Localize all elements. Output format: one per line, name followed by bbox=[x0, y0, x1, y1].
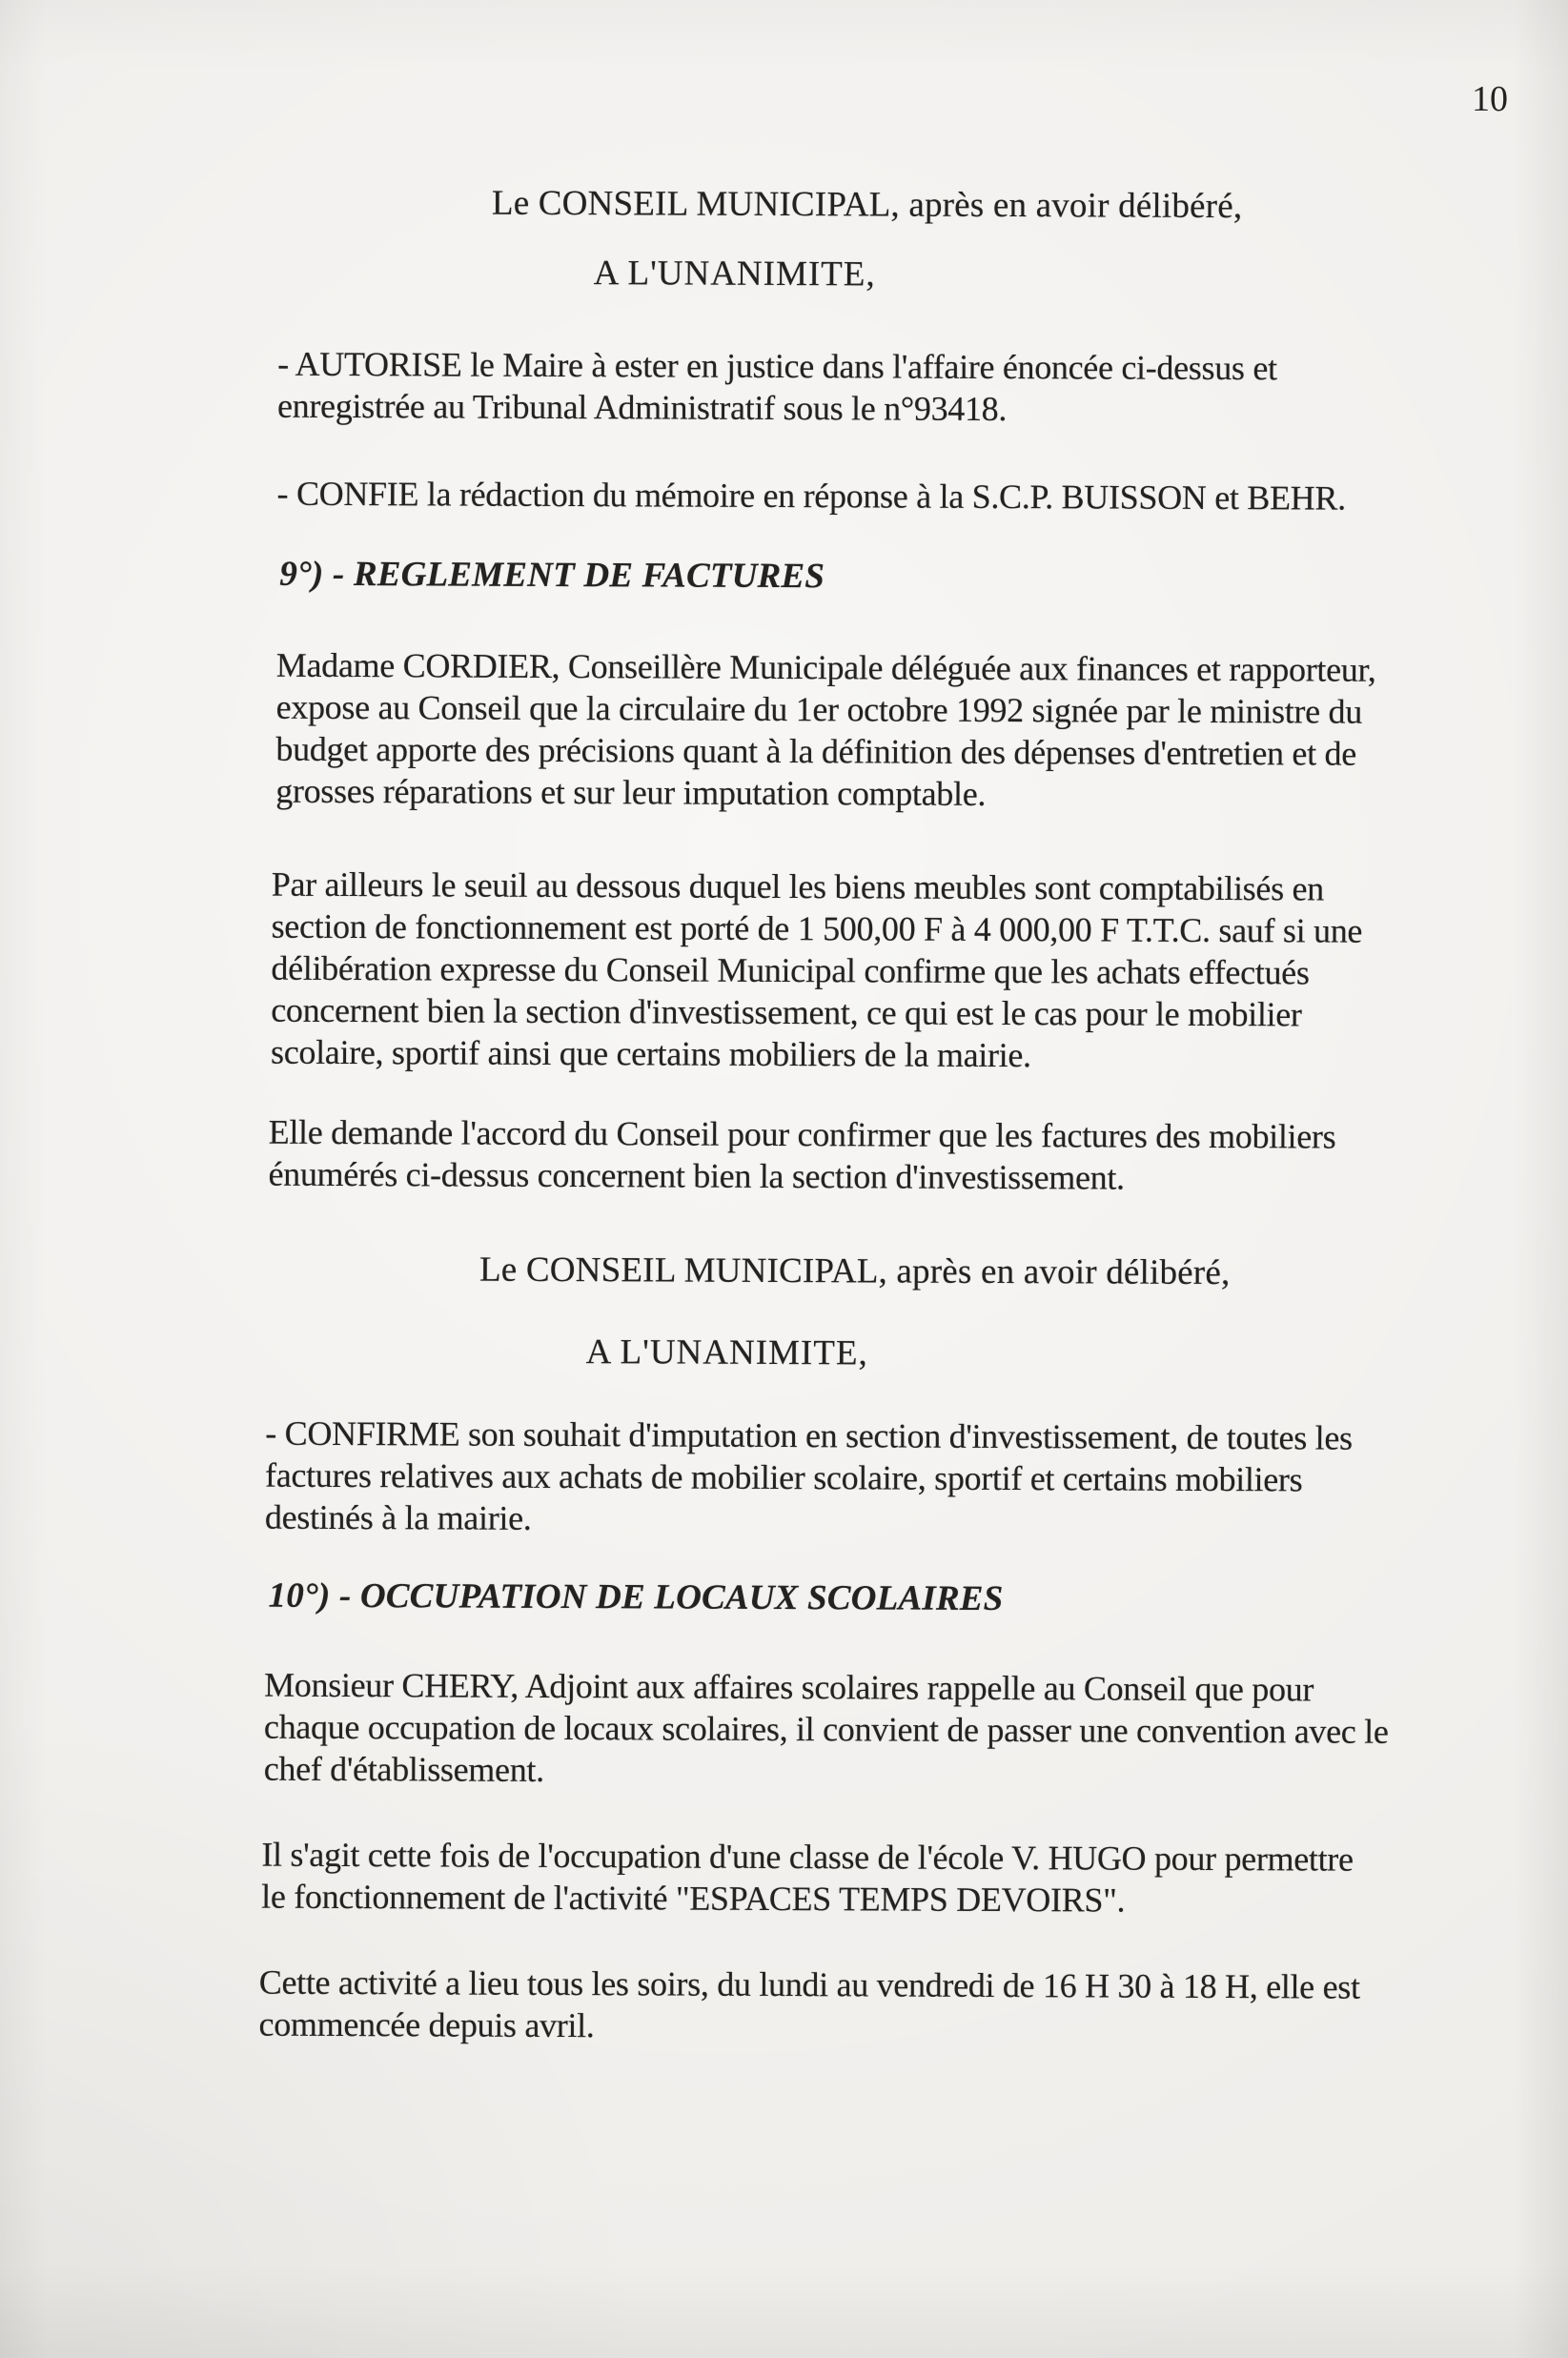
paragraph-line: section de fonctionnement est porté de 1 500,00 F à 4 000,00 F T.T.C. sauf si une bbox=[271, 906, 1363, 950]
paragraph-line: commencée depuis avril. bbox=[258, 2004, 595, 2045]
confirme-paragraph bbox=[265, 1413, 1353, 1543]
section-10-paragraph-2 bbox=[261, 1834, 1354, 1922]
paragraph-line: Il s'agit cette fois de l'occupation d'une classe de l'école V. HUGO pour permettre bbox=[261, 1835, 1354, 1879]
paragraph-line: - CONFIRME son souhait d'imputation en section d'investissement, de toutes les bbox=[265, 1413, 1353, 1457]
deliberation-1-heading: Le CONSEIL MUNICIPAL, après en avoir délibéré, bbox=[491, 183, 1243, 227]
paragraph-line: Monsieur CHERY, Adjoint aux affaires scolaires rappelle au Conseil que pour bbox=[264, 1665, 1314, 1709]
paragraph-line: concernent bien la section d'investissement, ce qui est le cas pour le mobilier bbox=[271, 990, 1302, 1034]
paragraph-line: enregistrée au Tribunal Administratif sous le n°93418. bbox=[276, 386, 1008, 429]
paragraph-line: énumérés ci-dessus concernent bien la section d'investissement. bbox=[268, 1154, 1125, 1197]
deliberation-2-vote: A L'UNANIMITE, bbox=[585, 1332, 868, 1373]
deliberation-2-heading: Le CONSEIL MUNICIPAL, après en avoir délibéré, bbox=[479, 1250, 1231, 1293]
paragraph-line: - AUTORISE le Maire à ester en justice dans l'affaire énoncée ci-dessus et bbox=[277, 344, 1277, 388]
section-10-paragraph-1 bbox=[264, 1664, 1389, 1795]
paragraph-line: - CONFIE la rédaction du mémoire en réponse à la S.C.P. BUISSON et BEHR. bbox=[276, 474, 1346, 518]
paragraph-line: destinés à la mairie. bbox=[264, 1497, 532, 1537]
paragraph-line: Madame CORDIER, Conseillère Municipale déléguée aux finances et rapporteur, bbox=[275, 645, 1376, 689]
paragraph-line: factures relatives aux achats de mobilier scolaire, sportif et certains mobiliers bbox=[265, 1455, 1303, 1499]
section-10-title: 10°) - OCCUPATION DE LOCAUX SCOLAIRES bbox=[268, 1575, 1004, 1619]
paragraph-line: le fonctionnement de l'activité "ESPACES TEMPS DEVOIRS". bbox=[261, 1877, 1126, 1920]
autorise-paragraph bbox=[277, 343, 1277, 432]
paragraph-line: Par ailleurs le seuil au dessous duquel les biens meubles sont comptabilisés en bbox=[271, 864, 1325, 908]
section-10-paragraph-3 bbox=[259, 1962, 1360, 2050]
paragraph-line: grosses réparations et sur leur imputation comptable. bbox=[275, 771, 987, 813]
confie-paragraph bbox=[277, 473, 1346, 519]
page-number: 10 bbox=[1472, 79, 1508, 119]
section-9-paragraph-3 bbox=[268, 1111, 1335, 1200]
paragraph-line: scolaire, sportif ainsi que certains mobiliers de la mairie. bbox=[270, 1032, 1031, 1075]
paragraph-line: Cette activité a lieu tous les soirs, du lundi au vendredi de 16 H 30 à 18 H, elle est bbox=[258, 1962, 1360, 2006]
paragraph-line: Elle demande l'accord du Conseil pour confirmer que les factures des mobiliers bbox=[268, 1112, 1336, 1156]
paragraph-line: chaque occupation de locaux scolaires, il convient de passer une convention avec le bbox=[263, 1707, 1389, 1751]
paragraph-line: budget apporte des précisions quant à la définition des dépenses d'entretien et de bbox=[275, 729, 1357, 773]
section-9-paragraph-1 bbox=[275, 644, 1375, 817]
section-9-paragraph-2 bbox=[271, 864, 1362, 1078]
section-9-title: 9°) - REGLEMENT DE FACTURES bbox=[279, 554, 825, 597]
paragraph-line: délibération expresse du Conseil Municipal confirme que les achats effectués bbox=[271, 948, 1310, 992]
deliberation-1-vote: A L'UNANIMITE, bbox=[593, 254, 876, 295]
paragraph-line: chef d'établissement. bbox=[263, 1749, 544, 1789]
paragraph-line: expose au Conseil que la circulaire du 1er octobre 1992 signée par le ministre du bbox=[275, 687, 1363, 731]
